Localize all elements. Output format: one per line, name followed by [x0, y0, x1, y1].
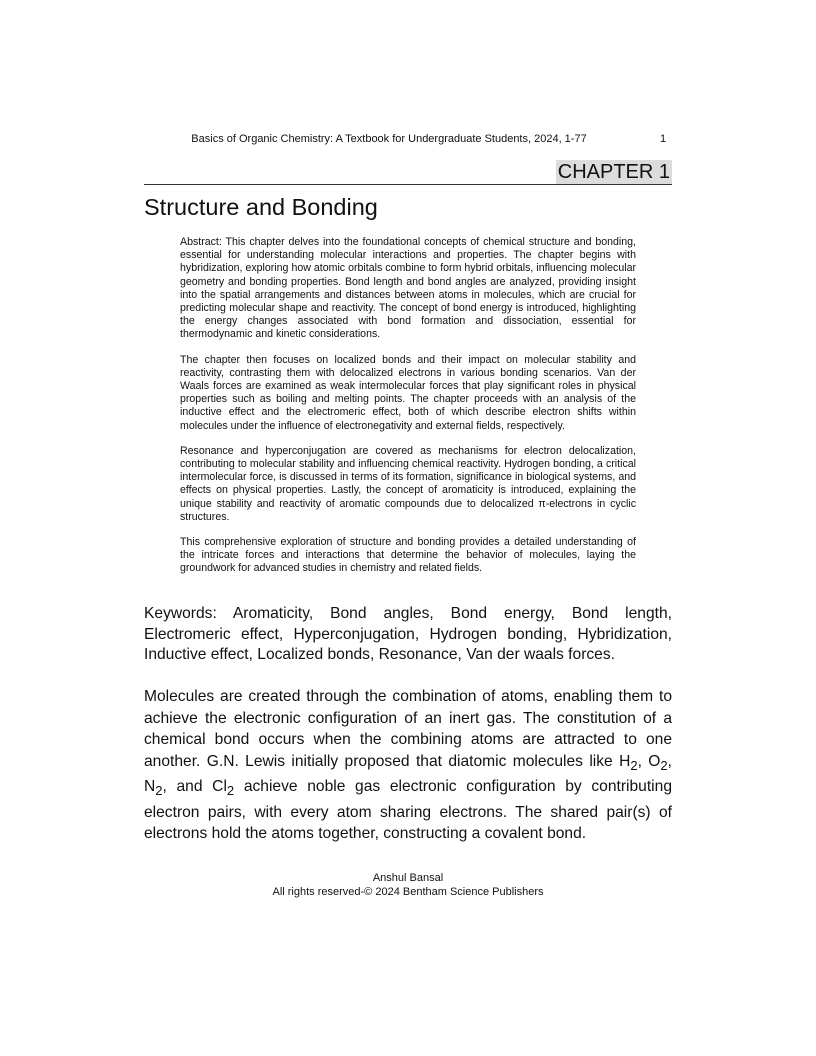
abstract: [180, 236, 636, 588]
body-text: , O: [637, 752, 661, 770]
body-paragraph: [144, 686, 672, 845]
footer-author: Anshul Bansal: [372, 872, 444, 884]
abstract-paragraph: This comprehensive exploration of structure and bonding provides a detailed understanding of the intricate forces and interactions that determine the behavior of molecules, laying the groundwork for advanced studies in chemistry and related fields.: [180, 536, 636, 575]
footer-copyright: All rights reserved-© 2024 Bentham Science Publishers: [272, 886, 544, 898]
subscript: 2: [155, 783, 163, 799]
subscript: 2: [660, 757, 668, 773]
chapter-title: Structure and Bonding: [144, 194, 378, 220]
body-text: Molecules are created through the combination of atoms, enabling them to achieve the electronic configuration of an inert gas. The constitution of a chemical bond occurs when the combining atoms are attracted to one another. G.N. Lewis initially proposed that diatomic molecules like H: [144, 688, 672, 770]
abstract-paragraph: Resonance and hyperconjugation are covered as mechanisms for electron delocalization, contributing to molecular stability and influencing chemical reactivity. Hydrogen bonding, a critical intermolecular force, is discussed in terms of its formation, significance in biological systems, and effects on physical properties. Lastly, the concept of aromaticity is introduced, explaining the unique stability and reactivity of aromatic compounds due to delocalized π-electrons in cyclic structures.: [180, 444, 636, 523]
body-text: , and Cl: [162, 778, 227, 796]
body-text: , N: [144, 752, 672, 796]
subscript: 2: [226, 783, 235, 799]
page-number: 1: [660, 133, 667, 145]
abstract-paragraph: The chapter then focuses on localized bonds and their impact on molecular stability and reactivity, contrasting them with delocalized electrons in various bonding scenarios. Van der Waals forces are examined as weak intermolecular forces that play significant roles in physical properties such as boiling and melting points. The chapter proceeds with an analysis of the inductive effect and the electromeric effect, both of which describe electron shifts within molecules under the influence of electronegativity and external fields, respectively.: [180, 353, 636, 432]
header-rule: [144, 184, 672, 185]
abstract-paragraph: Abstract: This chapter delves into the foundational concepts of chemical structure and bonding, essential for understanding molecular interactions and properties. The chapter begins with hybridization, exploring how atomic orbitals combine to form hybrid orbitals, influencing molecular geometry and bonding properties. Bond length and bond angles are analyzed, providing insight into the spatial arrangements and distances between atoms in molecules, which are crucial for predicting molecular shape and reactivity. The concept of bond energy is introduced, highlighting the energy changes associated with bond formation and dissociation, essential for thermodynamic and kinetic considerations.: [180, 236, 636, 341]
running-head: Basics of Organic Chemistry: A Textbook for Undergraduate Students, 2024, 1-77: [191, 133, 587, 145]
subscript: 2: [630, 757, 638, 773]
keywords: Keywords: Aromaticity, Bond angles, Bond energy, Bond length, Electromeric effect, Hyperconjugation, Hydrogen bonding, Hybridization, Inductive effect, Localized bonds, Resonance, Van der waals forces.: [144, 605, 672, 663]
chapter-label: CHAPTER 1: [557, 161, 670, 183]
body-text: achieve noble gas electronic configuration by contributing electron pairs, with every atom sharing electrons. The shared pair(s) of electrons hold the atoms together, constructing a covalent bond.: [144, 778, 672, 843]
footer: [144, 871, 672, 899]
